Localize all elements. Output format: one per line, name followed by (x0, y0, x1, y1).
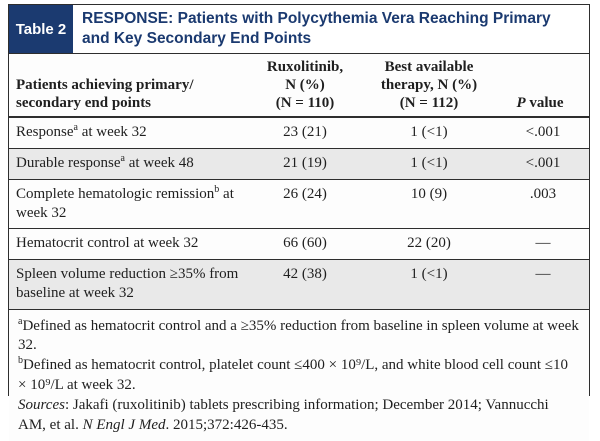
best-available-value: 22 (20) (407, 235, 451, 252)
column-header-best-available-line1: Best available (384, 59, 474, 76)
table-row-spleen-volume-reduction (9, 260, 589, 310)
footnote-b-text: Defined as hematocrit control, platelet count ≤400 × 10⁹/L, and white blood cell count ≤10 × 10⁹/L at week 32. (18, 357, 569, 393)
column-header-best-available (361, 59, 497, 112)
p-value: <.001 (525, 155, 561, 172)
journal-name: N Engl J Med (82, 416, 166, 433)
endpoint-label (9, 265, 249, 303)
endpoint-label (9, 185, 249, 223)
footnote-marker: a (120, 153, 125, 165)
sources-line (18, 396, 579, 436)
p-value: .003 (529, 185, 557, 202)
column-header-endpoints (9, 77, 249, 112)
p-value: — (535, 266, 551, 283)
ruxolitinib-value: 23 (21) (283, 124, 327, 141)
table-frame (8, 4, 590, 433)
table-row-hematocrit-control (9, 229, 589, 260)
endpoint-label-text: Response (16, 124, 74, 141)
p-value: <.001 (525, 124, 561, 141)
column-header-pvalue (497, 95, 589, 113)
footnote-marker: a (73, 122, 78, 134)
title-band (9, 5, 589, 54)
column-header-best-available-line3: (N = 112) (399, 94, 459, 111)
endpoint-label (9, 234, 249, 253)
footnote-a-text: Defined as hematocrit control and a ≥35% reduction from baseline in spleen volume at week 32. (18, 317, 579, 354)
column-header-endpoints-line1: Patients achieving primary/ (16, 76, 194, 93)
best-available-value: 1 (<1) (410, 124, 448, 141)
endpoint-label-text: Durable response (16, 155, 121, 172)
best-available-value: 10 (9) (410, 185, 448, 202)
table-title: RESPONSE: Patients with Polycythemia Vera Reaching Primary and Key Secondary End Points (82, 10, 551, 48)
column-header-pvalue-rest: value (525, 94, 564, 111)
table-row-durable-response (9, 149, 589, 180)
endpoint-label-text: Spleen volume reduction ≥35% from baseline at week 32 (16, 266, 239, 301)
endpoint-label-text: Complete hematologic remission (16, 185, 215, 202)
endpoint-label-tail: at week 32 (77, 124, 147, 141)
table-number-badge: Table 2 (9, 5, 73, 53)
table-row-response (9, 118, 589, 149)
footnote-a (18, 317, 579, 357)
column-header-endpoints-line2: secondary end points (16, 94, 152, 111)
p-value: — (535, 235, 551, 252)
ruxolitinib-value: 42 (38) (283, 266, 327, 283)
footnote-b-marker: b (18, 355, 23, 367)
endpoint-label-tail: at week 48 (125, 155, 194, 172)
sources-label: Sources (18, 396, 65, 413)
sources-text: : Jakafi (ruxolitinib) tablets prescribing information; December 2014; Vannucchi AM, et al. (18, 396, 549, 433)
column-header-best-available-line2: therapy, N (%) (380, 76, 478, 93)
footnote-a-marker: a (18, 315, 23, 327)
footnote-b (18, 356, 579, 396)
column-header-ruxolitinib-line1: Ruxolitinib, (266, 59, 344, 76)
footnote-marker: b (214, 183, 220, 195)
endpoint-label (9, 123, 249, 142)
column-header-row (9, 54, 589, 118)
ruxolitinib-value: 21 (19) (283, 155, 327, 172)
ruxolitinib-value: 66 (60) (283, 235, 327, 252)
table-row-complete-hematologic-remission (9, 180, 589, 230)
sources-citation-tail: . 2015;372:426-435. (165, 416, 288, 433)
ruxolitinib-value: 26 (24) (283, 185, 327, 202)
column-header-ruxolitinib-line3: (N = 110) (275, 94, 335, 111)
column-header-pvalue-p: P (516, 94, 526, 111)
endpoint-label-text: Hematocrit control at week 32 (16, 235, 199, 252)
column-header-ruxolitinib-line2: N (%) (285, 76, 325, 93)
column-header-ruxolitinib (249, 59, 361, 112)
best-available-value: 1 (<1) (410, 266, 448, 283)
endpoint-label-tail: at week 32 (16, 185, 234, 221)
footnotes (9, 310, 589, 441)
endpoint-label (9, 154, 249, 173)
best-available-value: 1 (<1) (410, 155, 448, 172)
